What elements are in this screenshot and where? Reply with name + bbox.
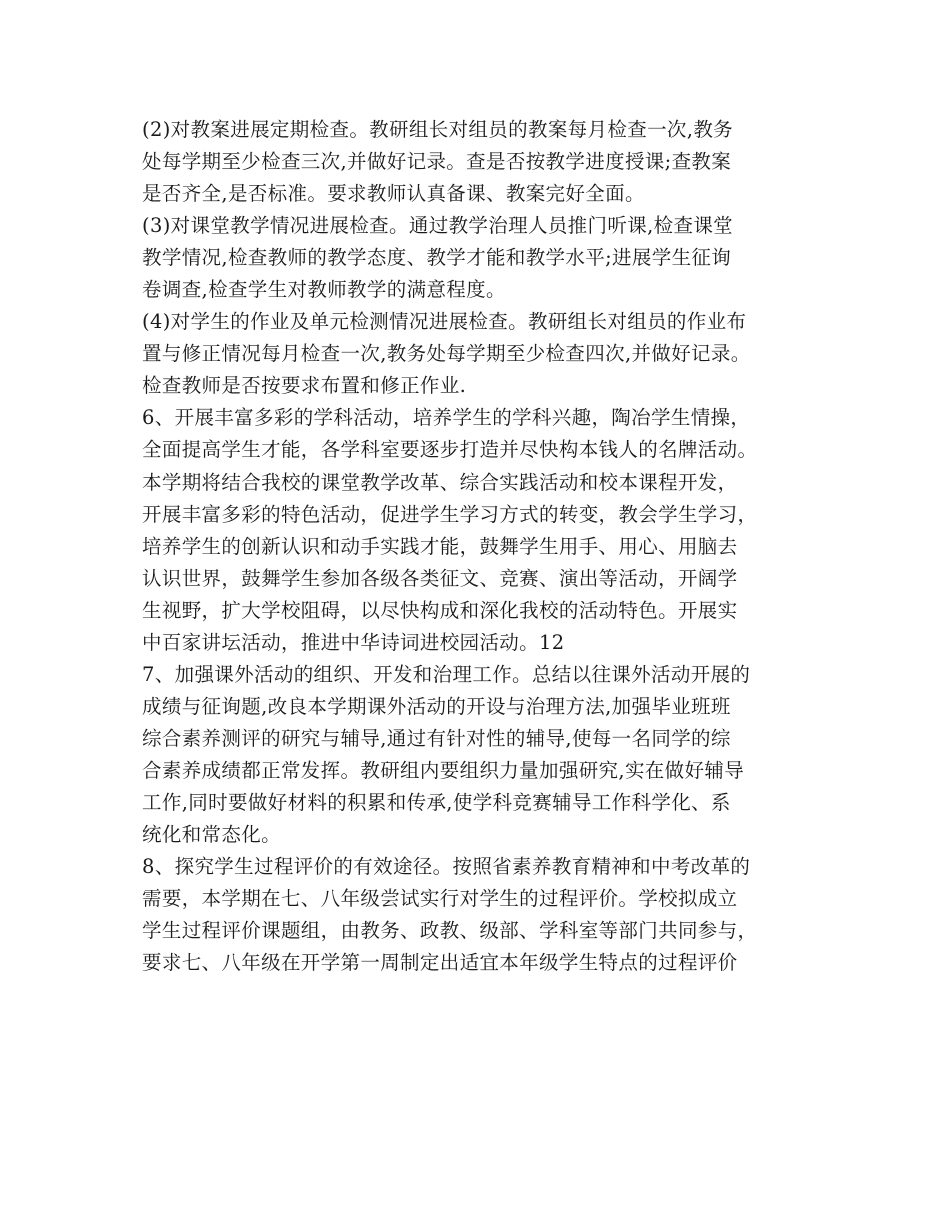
text-line: 检查教师是否按要求布置和修正作业. (142, 374, 467, 398)
text-line: 6、开展丰富多彩的学科活动，培养学生的学科兴趣，陶冶学生情操， (142, 406, 751, 430)
text-line: 全面提高学生才能，各学科室要逐步打造并尽快构本钱人的名牌活动。 (142, 438, 758, 462)
text-line: 需要，本学期在七、八年级尝试实行对学生的过程评价。学校拟成立 (142, 887, 738, 911)
text-line: (4)对学生的作业及单元检测情况进展检查。教研组长对组员的作业布 (142, 310, 747, 334)
text-line: 7、加强课外活动的组织、开发和治理工作。总结以往课外活动开展的 (142, 662, 751, 686)
text-line: (3)对课堂教学情况进展检查。通过教学治理人员推门听课,检查课堂 (142, 214, 734, 238)
text-line: 8、探究学生过程评价的有效途径。按照省素养教育精神和中考改革的 (142, 855, 751, 879)
text-line: 工作,同时要做好材料的积累和传承,使学科竞赛辅导工作科学化、系 (142, 790, 731, 814)
text-line: (2)对教案进展定期检查。教研组长对组员的教案每月检查一次,教务 (142, 118, 734, 141)
text-line: 成绩与征询题,改良本学期课外活动的开设与治理方法,加强毕业班班 (142, 694, 731, 718)
text-line: 开展丰富多彩的特色活动，促进学生学习方式的转变，教会学生学习， (142, 502, 758, 526)
text-line: 培养学生的创新认识和动手实践才能，鼓舞学生用手、用心、用脑去 (142, 534, 738, 558)
text-line: 中百家讲坛活动，推进中华诗词进校园活动。12 (142, 630, 565, 654)
text-line: 认识世界，鼓舞学生参加各级各类征文、竞赛、演出等活动，开阔学 (142, 566, 738, 590)
text-line: 统化和常态化。 (142, 823, 281, 847)
text-line: 本学期将结合我校的课堂教学改革、综合实践活动和校本课程开发， (142, 470, 738, 494)
text-line: 卷调查,检查学生对教师教学的满意程度。 (142, 278, 506, 302)
text-line: 生视野，扩大学校阻碍，以尽快构成和深化我校的活动特色。开展实 (142, 598, 738, 622)
text-line: 处每学期至少检查三次,并做好记录。查是否按教学进度授课;查教案 (142, 150, 732, 174)
text-line: 是否齐全,是否标准。要求教师认真备课、教案完好全面。 (142, 182, 645, 206)
body-text (142, 114, 842, 979)
text-line: 置与修正情况每月检查一次,教务处每学期至少检查四次,并做好记录。 (142, 342, 751, 366)
text-line: 教学情况,检查教师的教学态度、教学才能和教学水平;进展学生征询 (142, 246, 732, 270)
text-line: 要求七、八年级在开学第一周制定出适宜本年级学生特点的过程评价 (142, 951, 738, 975)
text-line: 合素养成绩都正常发挥。教研组内要组织力量加强研究,实在做好辅导 (142, 758, 745, 782)
text-line: 学生过程评价课题组，由教务、政教、级部、学科室等部门共同参与， (142, 919, 758, 943)
text-line: 综合素养测评的研究与辅导,通过有针对性的辅导,使每一名同学的综 (142, 726, 731, 750)
